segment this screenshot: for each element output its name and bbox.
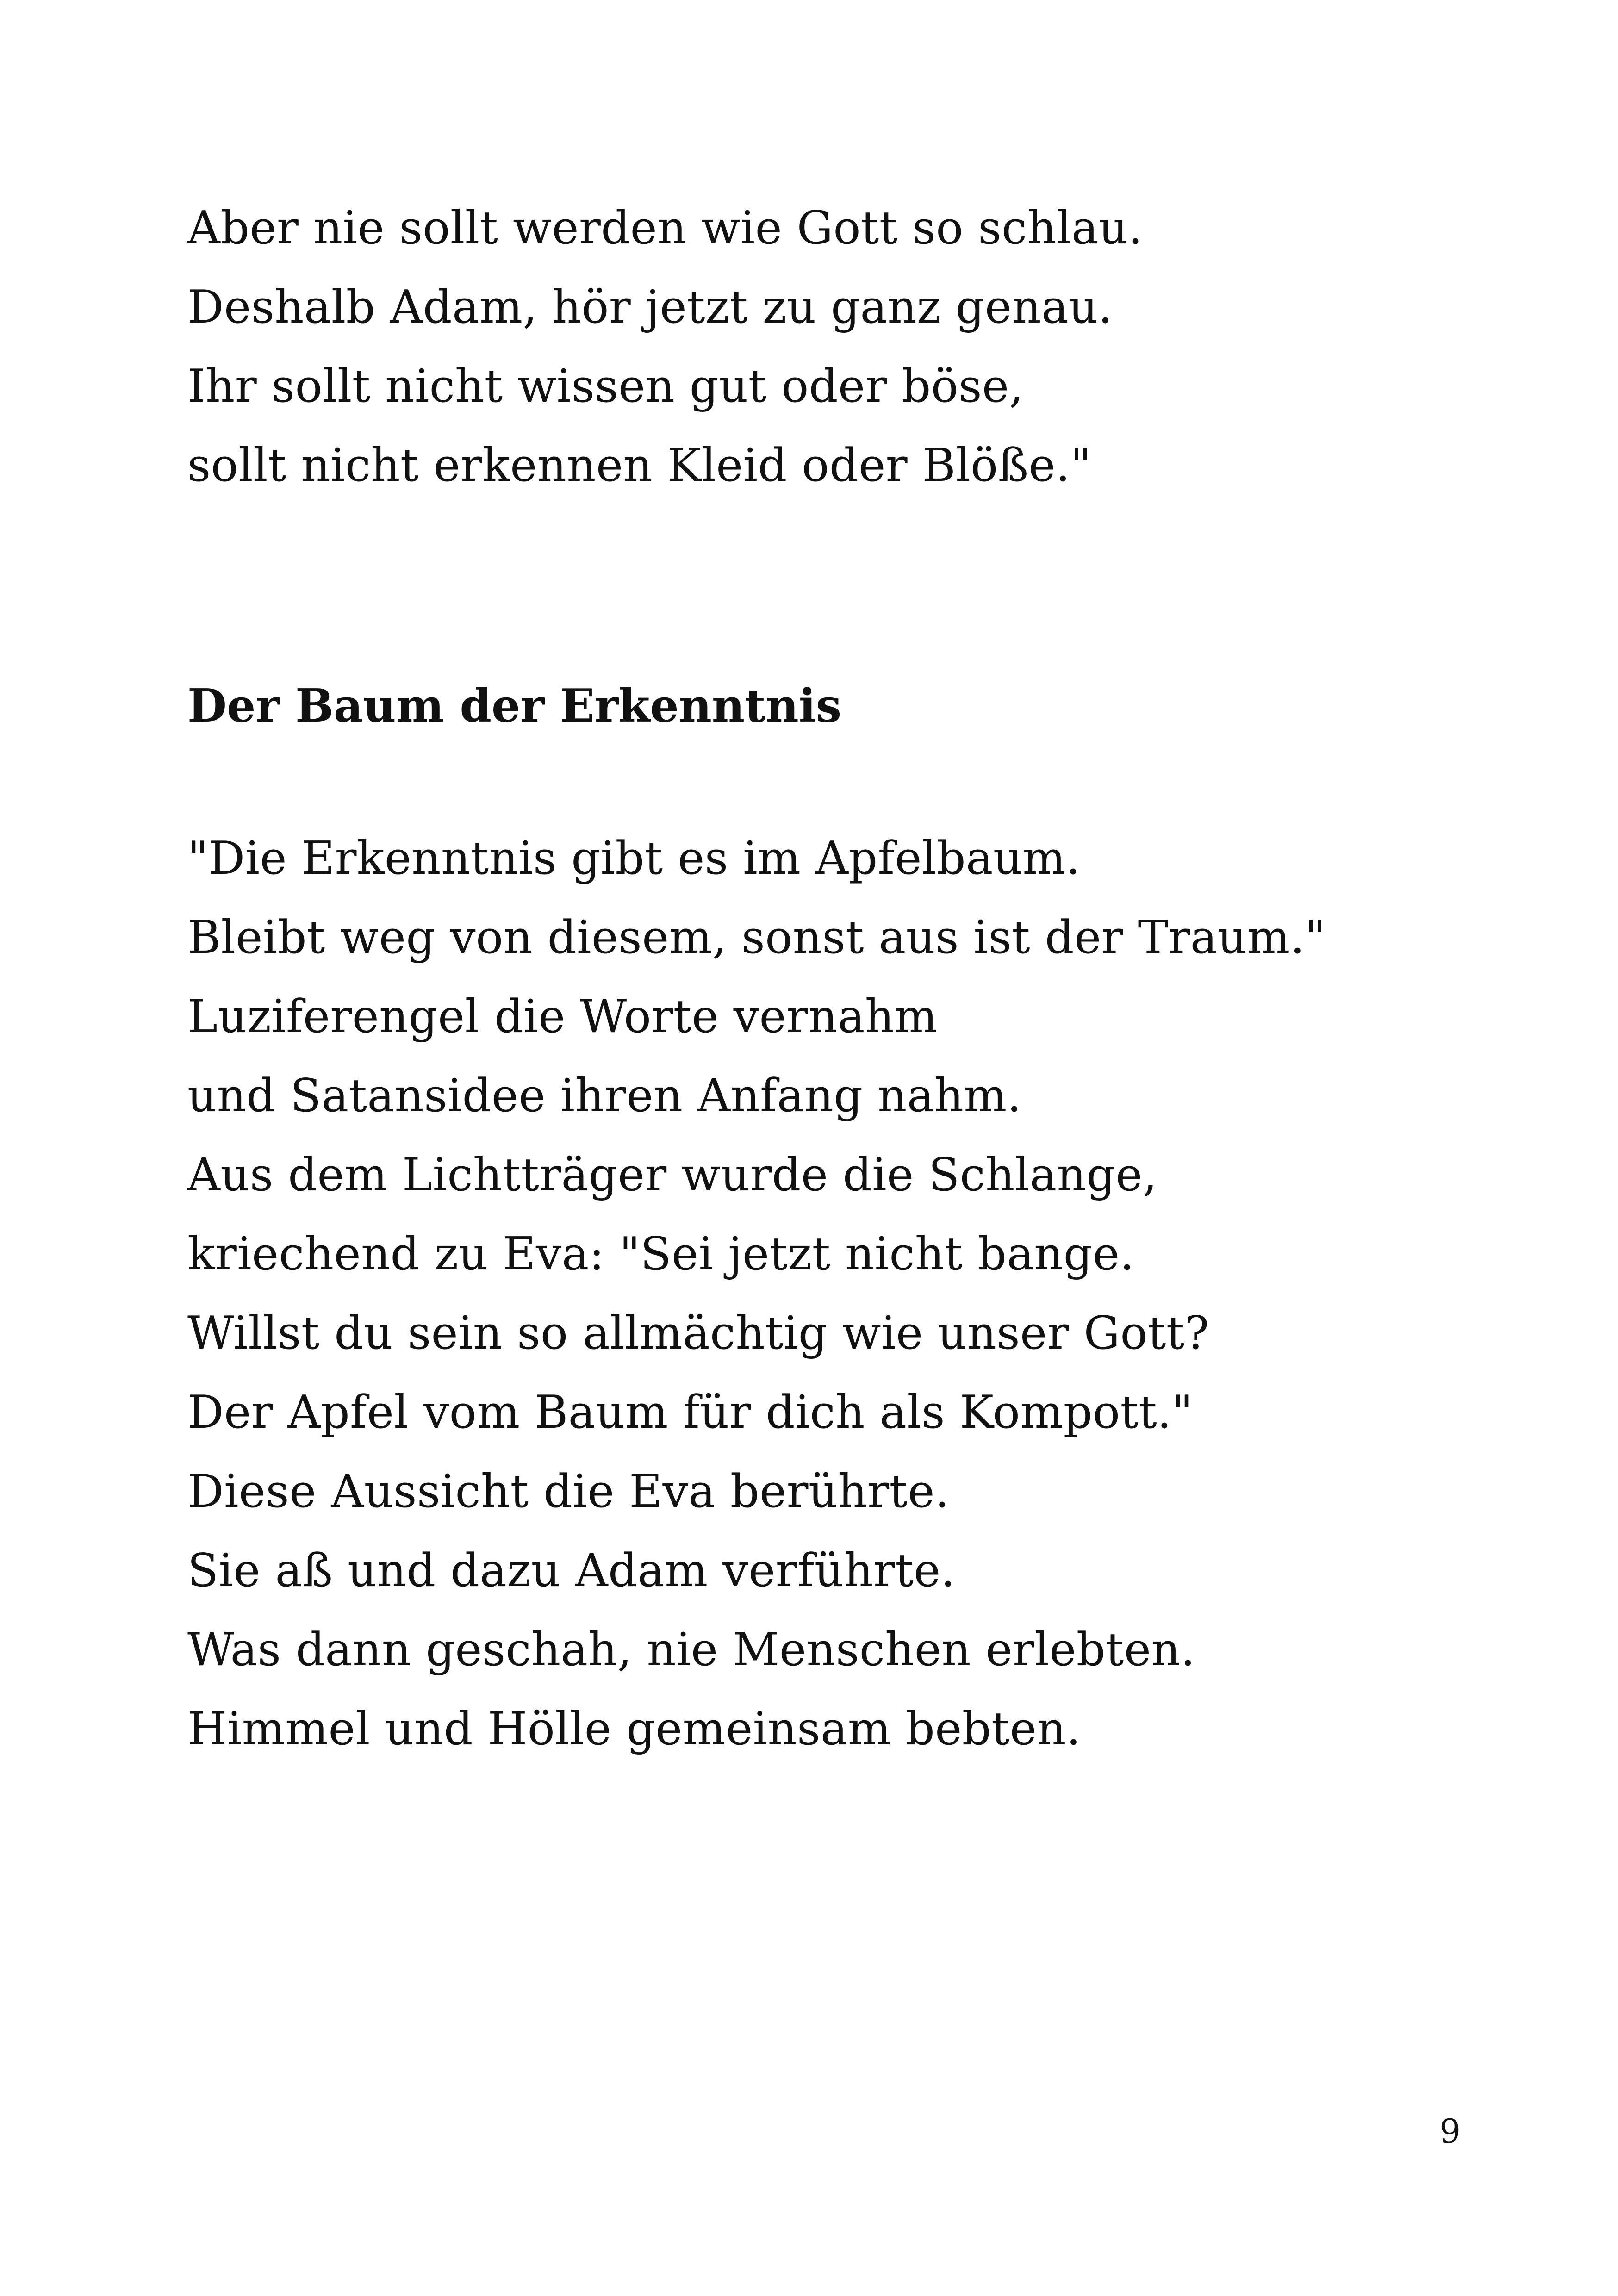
poem-stanza-1 [187, 189, 1143, 505]
verse-line: Willst du sein so allmächtig wie unser Gott? [187, 1307, 1209, 1360]
verse-line: kriechend zu Eva: "Sei jetzt nicht bange. [187, 1228, 1135, 1281]
verse-line: Luziferengel die Worte vernahm [187, 990, 938, 1043]
verse-line: Himmel und Hölle gemeinsam bebten. [187, 1703, 1081, 1755]
verse-line: Der Apfel vom Baum für dich als Kompott." [187, 1386, 1193, 1439]
verse-line: Was dann geschah, nie Menschen erlebten. [187, 1624, 1195, 1676]
verse-line: Diese Aussicht die Eva berührte. [187, 1465, 950, 1518]
verse-line: Ihr sollt nicht wissen gut oder böse, [187, 360, 1024, 413]
page-number: 9 [1439, 2112, 1461, 2151]
verse-line: Aus dem Lichtträger wurde die Schlange, [187, 1149, 1157, 1201]
verse-line: Aber nie sollt werden wie Gott so schlau. [187, 202, 1143, 255]
verse-line: Deshalb Adam, hör jetzt zu ganz genau. [187, 281, 1113, 334]
poem-stanza-2 [187, 819, 1326, 1769]
verse-line: Bleibt weg von diesem, sonst aus ist der Traum." [187, 911, 1326, 964]
verse-line: und Satansidee ihren Anfang nahm. [187, 1070, 1022, 1122]
verse-line: Sie aß und dazu Adam verführte. [187, 1544, 956, 1597]
poem-title: Der Baum der Erkenntnis [187, 679, 842, 733]
verse-line: "Die Erkenntnis gibt es im Apfelbaum. [187, 832, 1081, 885]
verse-line: sollt nicht erkennen Kleid oder Blöße." [187, 439, 1092, 492]
